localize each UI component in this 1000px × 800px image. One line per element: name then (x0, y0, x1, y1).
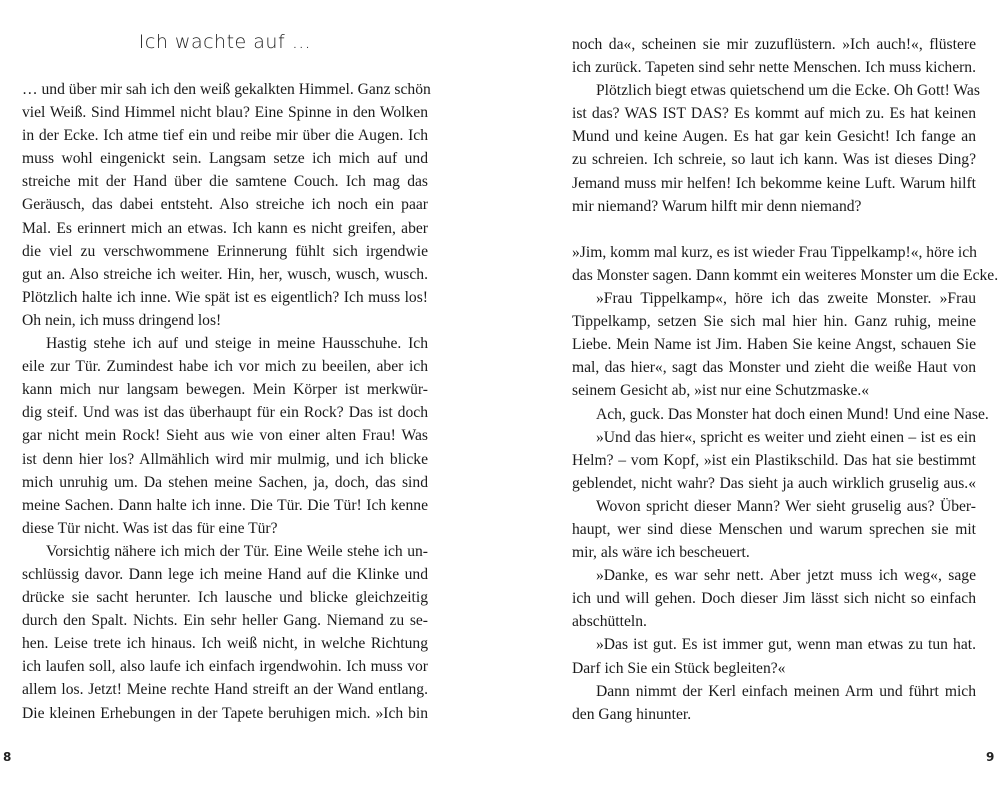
text-line: »Und das hier«, spricht es weiter und zieht einen – ist es ein (596, 428, 976, 446)
text-line: gar nicht mein Rock! Sieht aus wie von einer alten Frau! Was (22, 427, 428, 445)
text-line: meine Sachen. Dann halte ich inne. Die Tür. Die Tür! Ich kenne (22, 496, 428, 514)
text-line: ich und will gehen. Doch dieser Jim lässt sich nicht so einfach (572, 590, 976, 608)
text-line: das Monster sagen. Dann kommt ein weiteres Monster um die Ecke. (572, 266, 999, 284)
text-line: haupt, wer sind diese Menschen und warum sprechen sie mit (572, 520, 976, 538)
text-line: ist denn hier los? Allmählich wird mir mulmig, und ich blicke (22, 450, 428, 468)
text-line: kann mich nur langsam bewegen. Mein Körper ist merkwür- (22, 381, 428, 399)
text-line: Plötzlich biegt etwas quietschend um die Ecke. Oh Gott! Was (596, 82, 980, 100)
text-line: ist das? WAS IST DAS? Es kommt auf mich zu. Es hat keinen (572, 105, 976, 123)
text-line: in der Ecke. Ich atme tief ein und reibe mir über die Augen. Ich (22, 127, 428, 145)
text-line: abschütteln. (572, 613, 647, 631)
text-line: ich laufen soll, also laufe ich einfach irgendwohin. Ich muss vor (22, 658, 428, 676)
text-line: Plötzlich halte ich inne. Wie spät ist es eigentlich? Ich muss los! (22, 288, 428, 306)
text-line: seinem Gesicht ab, »ist nur eine Schutzmaske.« (572, 382, 870, 400)
text-line: muss wohl eingenickt sein. Langsam setze ich mich auf und (22, 150, 428, 168)
text-line: Wovon spricht dieser Mann? Wer sieht gruselig aus? Über- (596, 497, 976, 515)
text-line: den Gang hinunter. (572, 705, 692, 723)
text-line: drücke sie sacht herunter. Ich lausche und blicke gleichzeitig (22, 589, 428, 607)
text-line: diese Tür nicht. Was ist das für eine Tür? (22, 519, 278, 537)
text-line: … und über mir sah ich den weiß gekalkten Himmel. Ganz schön (22, 81, 431, 98)
text-line: mir niemand? Warum hilft mir denn niemand? (572, 197, 862, 215)
text-line: hen. Leise trete ich hinaus. Ich weiß nicht, in welche Richtung (22, 635, 428, 653)
text-line: Tippelkamp, setzen Sie sich mal hier hin. Ganz ruhig, meine (572, 313, 976, 331)
text-line: »Das ist gut. Es ist immer gut, wenn man etwas zu tun hat. (596, 636, 976, 654)
page-number-right: 9 (986, 750, 995, 764)
text-line: dig steif. Und was ist das überhaupt für ein Rock? Das ist doch (22, 404, 428, 422)
text-line: ich zurück. Tapeten sind sehr nette Menschen. Ich muss kichern. (572, 59, 976, 77)
text-line: Geräusch, das dabei entsteht. Also streiche ich noch ein paar (22, 196, 428, 214)
text-line: »Frau Tippelkamp«, höre ich das zweite Monster. »Frau (596, 290, 976, 308)
text-line: die viel zu verschwommene Erinnerung fühlt sich irgendwie (22, 242, 428, 260)
text-line: Mund und keine Augen. Es hat gar kein Gesicht! Ich fange an (572, 128, 976, 146)
text-line: viel Weiß. Sind Himmel nicht blau? Eine Spinne in den Wolken (22, 104, 428, 122)
text-line: noch da«, scheinen sie mir zuzuflüstern. »Ich auch!«, flüstere (572, 36, 976, 53)
text-line: mal, das hier«, sagt das Monster und zieht die weiße Haut von (572, 359, 976, 377)
right-page-text (572, 33, 999, 726)
text-line: Mal. Es erinnert mich an etwas. Ich kann es nicht greifen, aber (22, 219, 428, 237)
text-line: Helm? – vom Kopf, »ist ein Plastikschild. Das hat sie bestimmt (572, 451, 976, 469)
text-line: schlüssig davor. Dann lege ich meine Hand auf die Klinke und (22, 565, 428, 583)
text-line: Vorsichtig nähere ich mich der Tür. Eine Weile stehe ich un- (46, 542, 428, 560)
text-line: Hastig stehe ich auf und steige in meine Hausschuhe. Ich (46, 335, 428, 353)
text-line: mich unruhig um. Da stehen meine Sachen, ja, doch, das sind (22, 473, 428, 491)
text-line: Darf ich Sie ein Stück begleiten?« (572, 659, 786, 677)
text-line: Jemand muss mir helfen! Ich bekomme keine Luft. Warum hilft (572, 174, 976, 192)
text-line: Oh nein, ich muss dringend los! (22, 311, 222, 329)
text-line: geblendet, nicht wahr? Das sieht ja auch wirklich gruselig aus.« (572, 474, 976, 492)
text-line: streiche mit der Hand über die samtene Couch. Ich mag das (22, 173, 428, 191)
text-line: eile zur Tür. Zumindest habe ich vor mich zu beeilen, aber ich (22, 358, 428, 376)
blank-line (572, 218, 976, 241)
text-line: Die kleinen Erhebungen in der Tapete beruhigen mich. »Ich bin (22, 704, 428, 722)
text-line: zu schreien. Ich schreie, so laut ich kann. Was ist dieses Ding? (572, 151, 976, 169)
page-number-left: 8 (3, 750, 12, 764)
text-line: Ach, guck. Das Monster hat doch einen Mund! Und eine Nase. (596, 405, 989, 423)
left-page-text (22, 78, 431, 725)
text-line: »Jim, komm mal kurz, es ist wieder Frau Tippelkamp!«, höre ich (572, 243, 977, 261)
chapter-title: Ich wachte auf … (138, 31, 312, 53)
text-line: durch den Spalt. Nichts. Ein sehr heller Gang. Niemand zu se- (22, 612, 428, 630)
text-line: mir, als wäre ich bescheuert. (572, 544, 750, 562)
text-line: Liebe. Mein Name ist Jim. Haben Sie keine Angst, schauen Sie (572, 336, 976, 354)
text-line: Dann nimmt der Kerl einfach meinen Arm und führt mich (596, 682, 976, 700)
text-line: »Danke, es war sehr nett. Aber jetzt muss ich weg«, sage (596, 567, 976, 585)
text-line: gut an. Also streiche ich weiter. Hin, her, wusch, wusch, wusch. (22, 265, 428, 283)
text-line: allem los. Jetzt! Meine rechte Hand streift an der Wand entlang. (22, 681, 428, 699)
